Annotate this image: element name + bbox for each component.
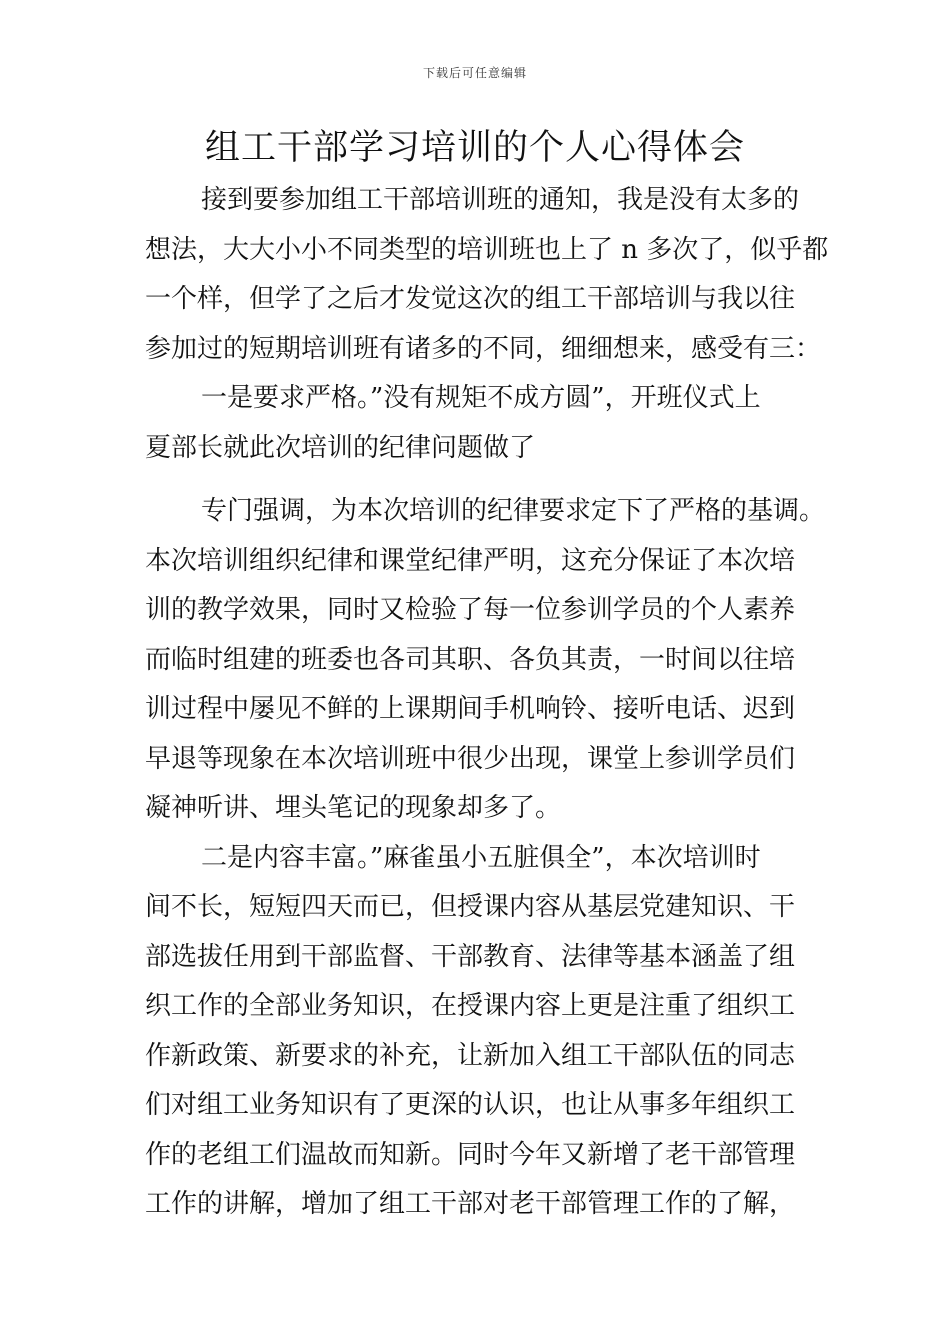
text-line: 们对组工业务知识有了更深的认识，也让从事多年组织工 bbox=[145, 1090, 796, 1120]
text-line: 间不长，短短四天而已，但授课内容从基层党建知识、干 bbox=[145, 892, 796, 922]
text-line: 本次培训组织纪律和课堂纪律严明，这充分保证了本次培 bbox=[145, 545, 796, 576]
paragraph bbox=[145, 374, 829, 473]
text-line: 接到要参加组工干部培训班的通知，我是没有太多的 bbox=[201, 185, 800, 215]
text-line: 一是要求严格。”没有规矩不成方圆”，开班仪式上 bbox=[201, 383, 761, 413]
paragraph bbox=[145, 487, 829, 834]
text-line: 织工作的全部业务知识，在授课内容上更是注重了组织工 bbox=[145, 991, 796, 1021]
text-line: 作新政策、新要求的补充，让新加入组工干部队伍的同志 bbox=[145, 1040, 796, 1071]
header-note: 下载后可任意编辑 bbox=[422, 66, 527, 80]
text-line: 专门强调，为本次培训的纪律要求定下了严格的基调。 bbox=[201, 496, 826, 526]
text-line: 训过程中屡见不鲜的上课期间手机响铃、接听电话、迟到 bbox=[145, 694, 796, 724]
text-line: 部选拔任用到干部监督、干部教育、法律等基本涵盖了组 bbox=[145, 941, 796, 972]
text-line: 想法，大大小小不同类型的培训班也上了 n 多次了，似乎都 bbox=[145, 234, 829, 265]
text-line: 训的教学效果，同时又检验了每一位参训学员的个人素养 bbox=[145, 595, 796, 625]
paragraph-gap bbox=[145, 473, 829, 487]
text-line: 而临时组建的班委也各司其职、各负其责，一时间以往培 bbox=[145, 644, 796, 675]
text-line: 夏部长就此次培训的纪律问题做了 bbox=[145, 432, 536, 463]
text-line: 一个样，但学了之后才发觉这次的组工干部培训与我以往 bbox=[145, 284, 796, 314]
document-body bbox=[145, 176, 829, 1230]
text-line: 凝神听讲、埋头笔记的现象却多了。 bbox=[145, 793, 562, 823]
text-line: 作的老组工们温故而知新。同时今年又新增了老干部管理 bbox=[145, 1139, 796, 1170]
text-line: 二是内容丰富。”麻雀虽小五脏俱全”，本次培训时 bbox=[201, 842, 761, 873]
paragraph bbox=[145, 176, 829, 374]
paragraph bbox=[145, 834, 829, 1230]
text-line: 工作的讲解，增加了组工干部对老干部管理工作的了解， bbox=[145, 1189, 796, 1219]
text-line: 早退等现象在本次培训班中很少出现，课堂上参训学员们 bbox=[145, 743, 796, 774]
document-title: 组工干部学习培训的个人心得体会 bbox=[204, 128, 745, 168]
text-line: 参加过的短期培训班有诸多的不同，细细想来，感受有三： bbox=[145, 333, 822, 364]
